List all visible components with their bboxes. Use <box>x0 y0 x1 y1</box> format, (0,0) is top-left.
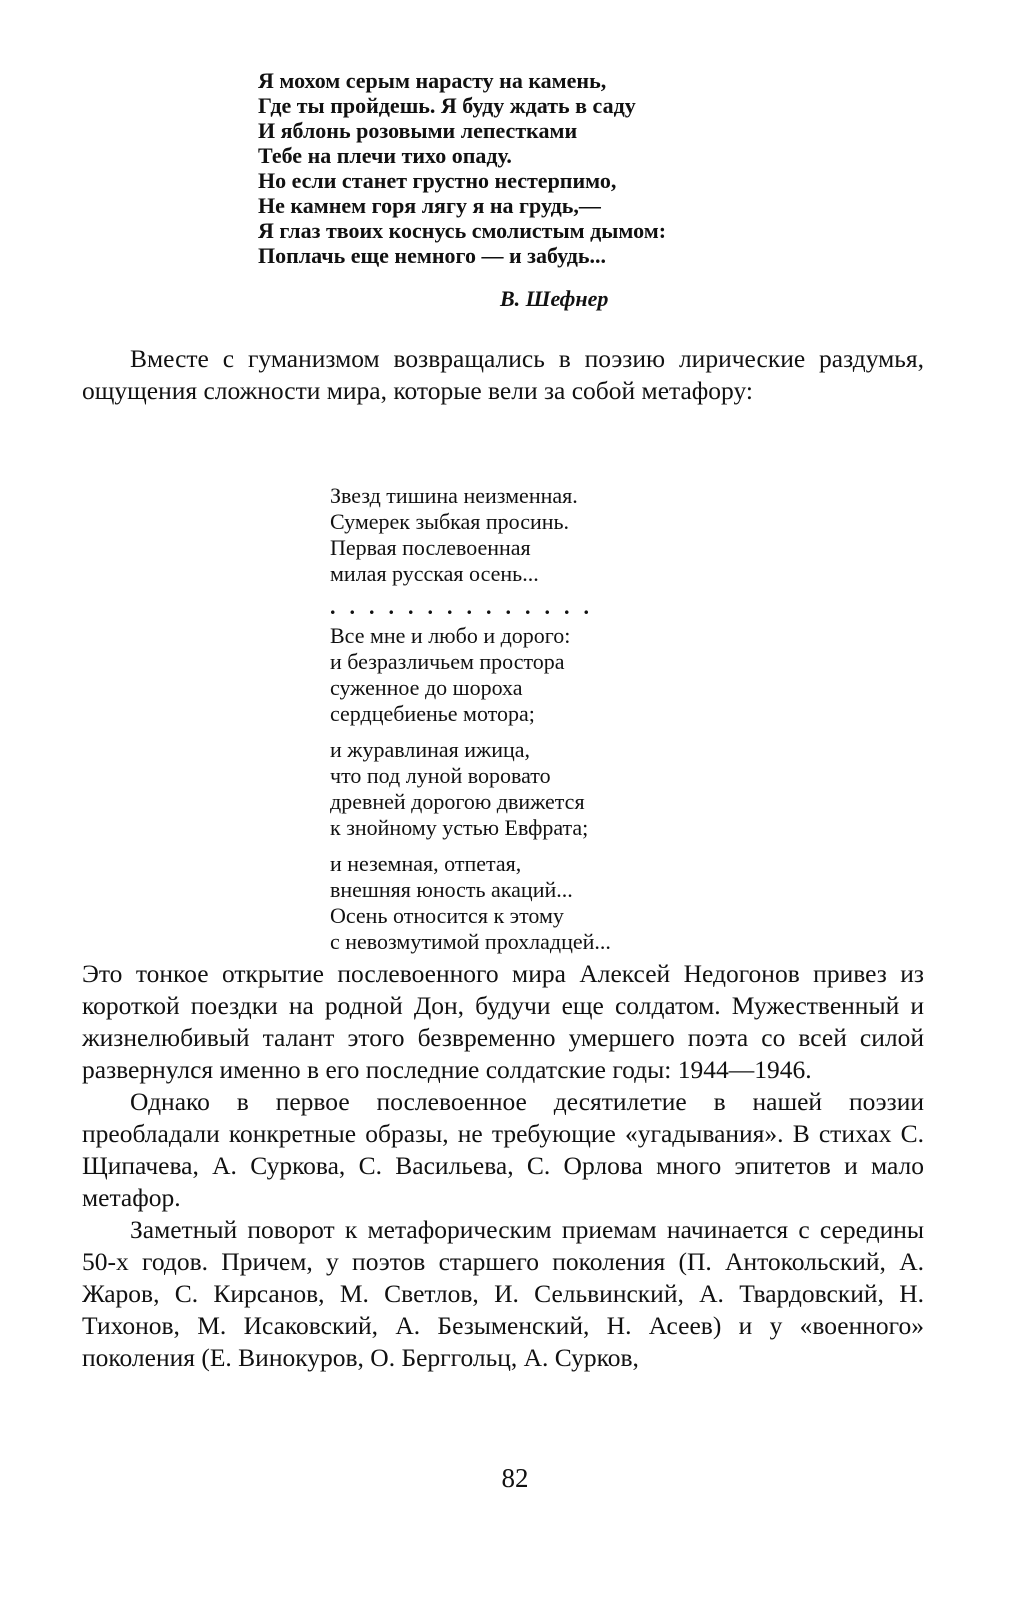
epigraph-poem <box>258 68 818 268</box>
body-text-section <box>82 343 924 407</box>
poem-line: Но если станет грустно нестерпимо, <box>258 168 617 193</box>
paragraph: Заметный поворот к метафорическим приемам начинается с середины 50-х годов. Причем, у поэтов старшего поколения (П. Антокольский, А. Жаров, С. Кирсанов, М. Светлов, И. Сельвинский, А. Твардовский, Н. Тихонов, М. Исаковский, А. Безыменский, Н. Асеев) и у «военного» поколения (Е. Винокуров, О. Берггольц, А. Сурков, <box>82 1215 924 1372</box>
poem-line: суженное до шороха <box>330 675 523 700</box>
poem-author: В. Шефнер <box>500 286 609 311</box>
poem-line: что под луной воровато <box>330 763 551 788</box>
stanza <box>330 483 890 587</box>
body-text-section <box>82 958 924 1374</box>
omission-dots: .............. <box>330 594 603 619</box>
poem-line: сердцебиенье мотора; <box>330 701 535 726</box>
poem-line: Все мне и любо и дорого: <box>330 623 571 648</box>
poem-line: Сумерек зыбкая просинь. <box>330 509 570 534</box>
poem-line: внешняя юность акаций... <box>330 877 573 902</box>
paragraph: Вместе с гуманизмом возвращались в поэзию лирические раздумья, ощущения сложности мира, которые вели за собой метафору: <box>82 344 924 405</box>
paragraph: Это тонкое открытие послевоенного мира Алексей Недогонов привез из короткой поездки на родной Дон, будучи еще солдатом. Мужественный и жизнелюбивый талант этого безвременно умершего поэта со всей силой развернулся именно в его последние солдатские годы: 1944—1946. <box>82 959 924 1084</box>
poem-line: Осень относится к этому <box>330 903 564 928</box>
poem-line: И яблонь розовыми лепестками <box>258 118 578 143</box>
page-number: 82 <box>501 1463 529 1493</box>
poem-line: Не камнем горя лягу я на грудь,— <box>258 193 601 218</box>
poem-line: и журавлиная ижица, <box>330 737 531 762</box>
quoted-poem <box>330 483 890 965</box>
poem-line: Первая послевоенная <box>330 535 531 560</box>
paragraph: Однако в первое послевоенное десятилетие в нашей поэзии преобладали конкретные образы, не требующие «угадывания». В стихах С. Щипачева, А. Суркова, С. Васильева, С. Орлова много эпитетов и мало метафор. <box>82 1087 924 1212</box>
poem-line: Где ты пройдешь. Я буду ждать в саду <box>258 93 636 118</box>
poem-line: Звезд тишина неизменная. <box>330 483 578 508</box>
poem-line: Я глаз твоих коснусь смолистым дымом: <box>258 218 667 243</box>
poem-line: и неземная, отпетая, <box>330 851 522 876</box>
poem-line: к знойному устью Евфрата; <box>330 815 589 840</box>
stanza <box>330 851 890 955</box>
poem-line: древней дорогою движется <box>330 789 585 814</box>
poem-line: с невозмутимой прохладцей... <box>330 929 611 954</box>
poem-line: и безразличьем простора <box>330 649 565 674</box>
poem-line: Тебе на плечи тихо опаду. <box>258 143 512 168</box>
poem-line: Я мохом серым нарасту на камень, <box>258 68 607 93</box>
stanza <box>330 623 890 727</box>
poem-line: милая русская осень... <box>330 561 539 586</box>
stanza <box>330 737 890 841</box>
poem-line: Поплачь еще немного — и забудь... <box>258 243 606 268</box>
